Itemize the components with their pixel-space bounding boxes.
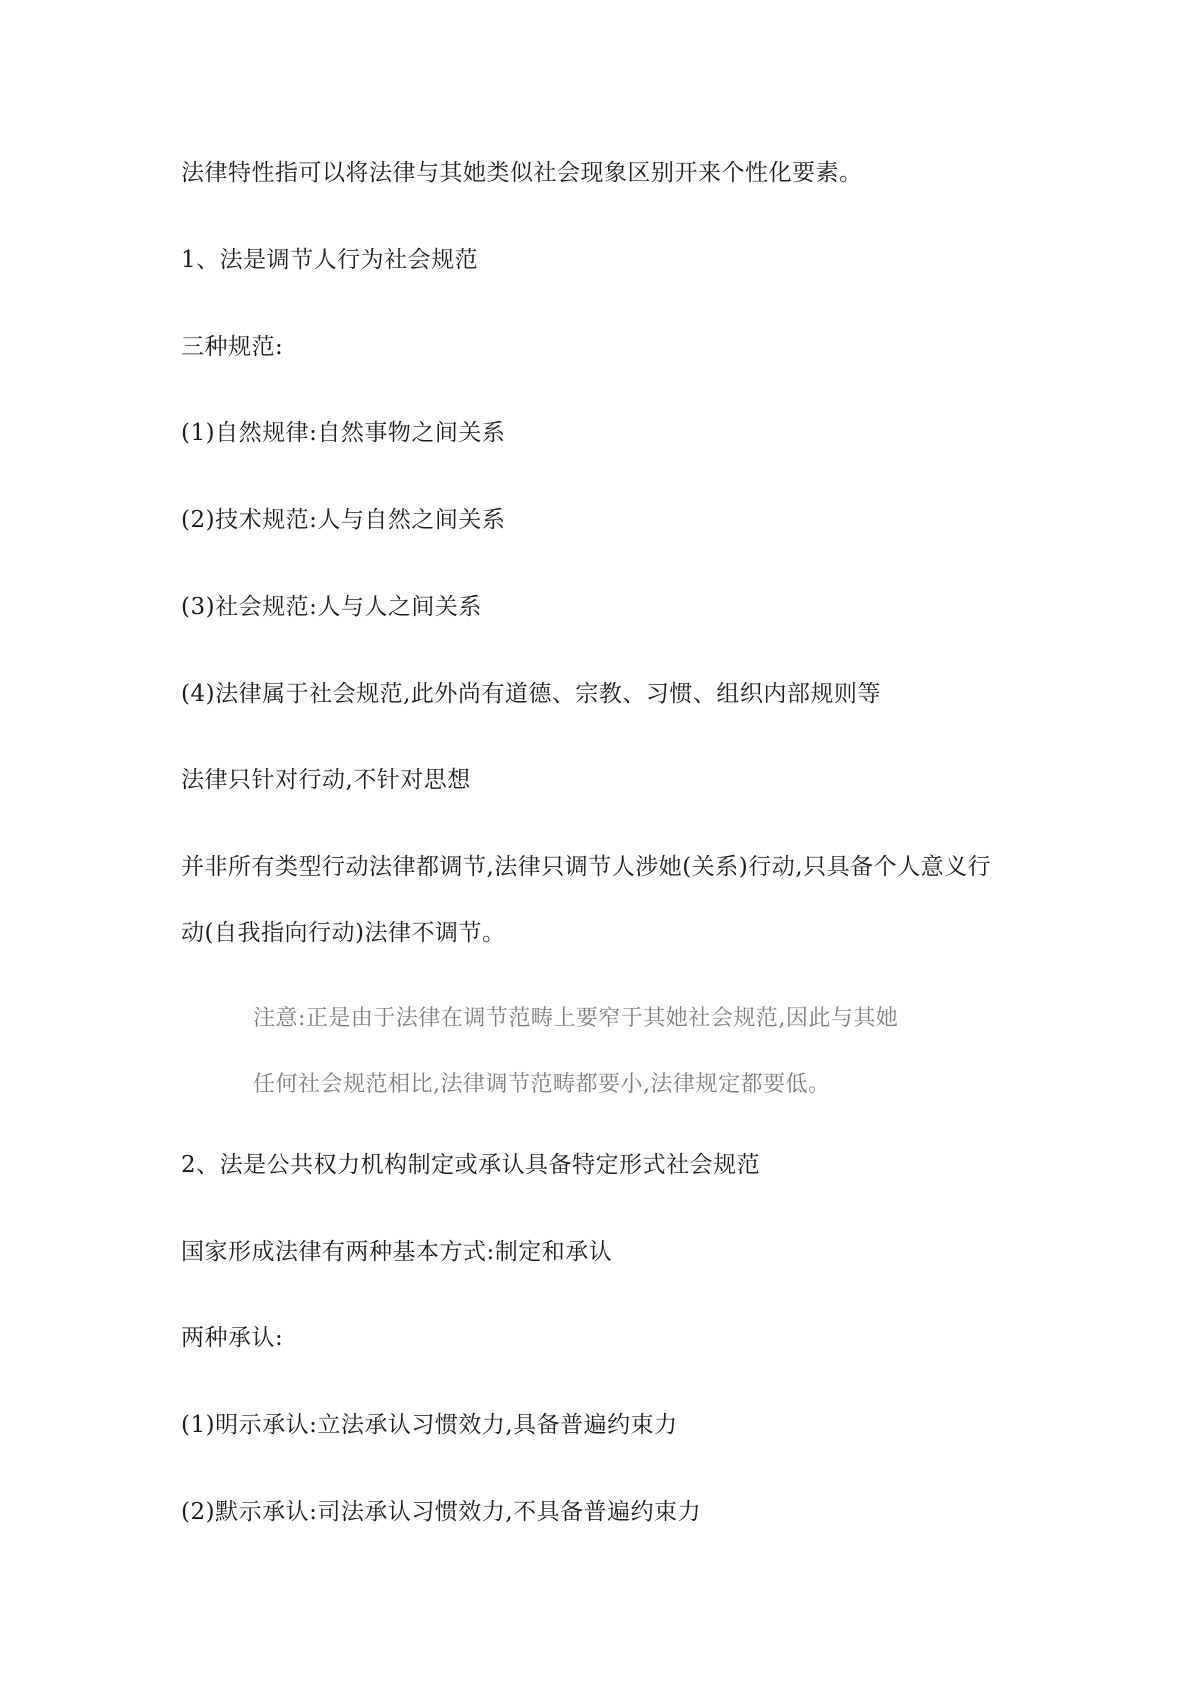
norm-item-1: (1)自然规律:自然事物之间关系 <box>181 420 506 446</box>
section-2-heading: 2、法是公共权力机构制定或承认具备特定形式社会规范 <box>181 1152 761 1178</box>
recognition-item-2: (2)默示承认:司法承认习惯效力,不具备普遍约束力 <box>181 1499 702 1525</box>
law-scope-paragraph-line-1: 并非所有类型行动法律都调节,法律只调节人涉她(关系)行动,只具备个人意义行 <box>181 854 992 880</box>
norm-item-2: (2)技术规范:人与自然之间关系 <box>181 507 506 533</box>
norm-item-4: (4)法律属于社会规范,此外尚有道德、宗教、习惯、组织内部规则等 <box>181 681 881 707</box>
note-line-1: 注意:正是由于法律在调节范畴上要窄于其她社会规范,因此与其她 <box>253 1006 899 1031</box>
section-1-heading: 1、法是调节人行为社会规范 <box>181 247 479 273</box>
two-ways-statement: 国家形成法律有两种基本方式:制定和承认 <box>181 1239 613 1265</box>
intro-paragraph: 法律特性指可以将法律与其她类似社会现象区别开来个性化要素。 <box>181 160 863 186</box>
law-action-statement: 法律只针对行动,不针对思想 <box>181 767 471 793</box>
three-norms-label: 三种规范: <box>181 334 284 360</box>
norm-item-3: (3)社会规范:人与人之间关系 <box>181 594 482 620</box>
law-scope-paragraph-line-2: 动(自我指向行动)法律不调节。 <box>181 920 506 946</box>
recognition-item-1: (1)明示承认:立法承认习惯效力,具备普遍约束力 <box>181 1412 678 1438</box>
note-line-2: 任何社会规范相比,法律调节范畴都要小,法律规定都要低。 <box>253 1072 831 1097</box>
two-recognitions-label: 两种承认: <box>181 1325 284 1351</box>
